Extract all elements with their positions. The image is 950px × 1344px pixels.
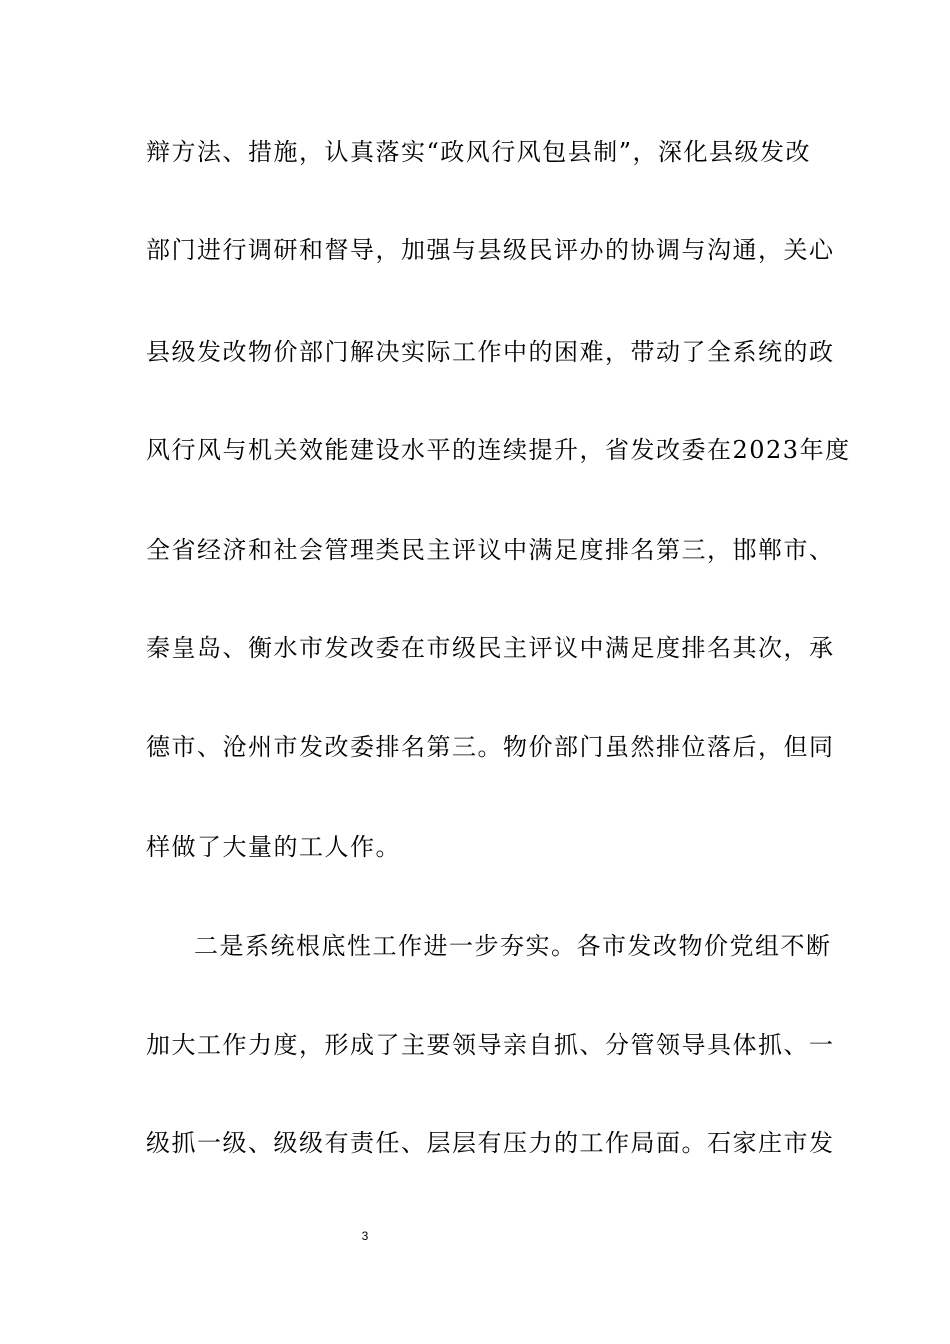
page-number: 3	[361, 1229, 369, 1243]
text-line-9: 二是系统根底性工作进一步夯实。各市发改物价党组不断	[194, 932, 832, 960]
text-line-5: 全省经济和社会管理类民主评议中满足度排名第三，邯郸市、	[146, 536, 835, 564]
text-line-8: 样做了大量的工人作。	[146, 833, 401, 861]
text-line-1: 辩方法、措施，认真落实“政风行风包县制”，深化县级发改	[146, 138, 812, 166]
text-line-3: 县级发改物价部门解决实际工作中的困难，带动了全系统的政	[146, 338, 835, 366]
text-line-7: 德市、沧州市发改委排名第三。物价部门虽然排位落后，但同	[146, 733, 835, 761]
text-line-11: 级抓一级、级级有责任、层层有压力的工作局面。石家庄市发	[146, 1129, 835, 1157]
text-line-4: 风行风与机关效能建设水平的连续提升，省发改委在2023年度	[146, 436, 851, 464]
text-line-10: 加大工作力度，形成了主要领导亲自抓、分管领导具体抓、一	[146, 1031, 835, 1059]
text-line-2: 部门进行调研和督导，加强与县级民评办的协调与沟通，关心	[146, 236, 835, 264]
text-line-6: 秦皇岛、衡水市发改委在市级民主评议中满足度排名其次，承	[146, 634, 835, 662]
